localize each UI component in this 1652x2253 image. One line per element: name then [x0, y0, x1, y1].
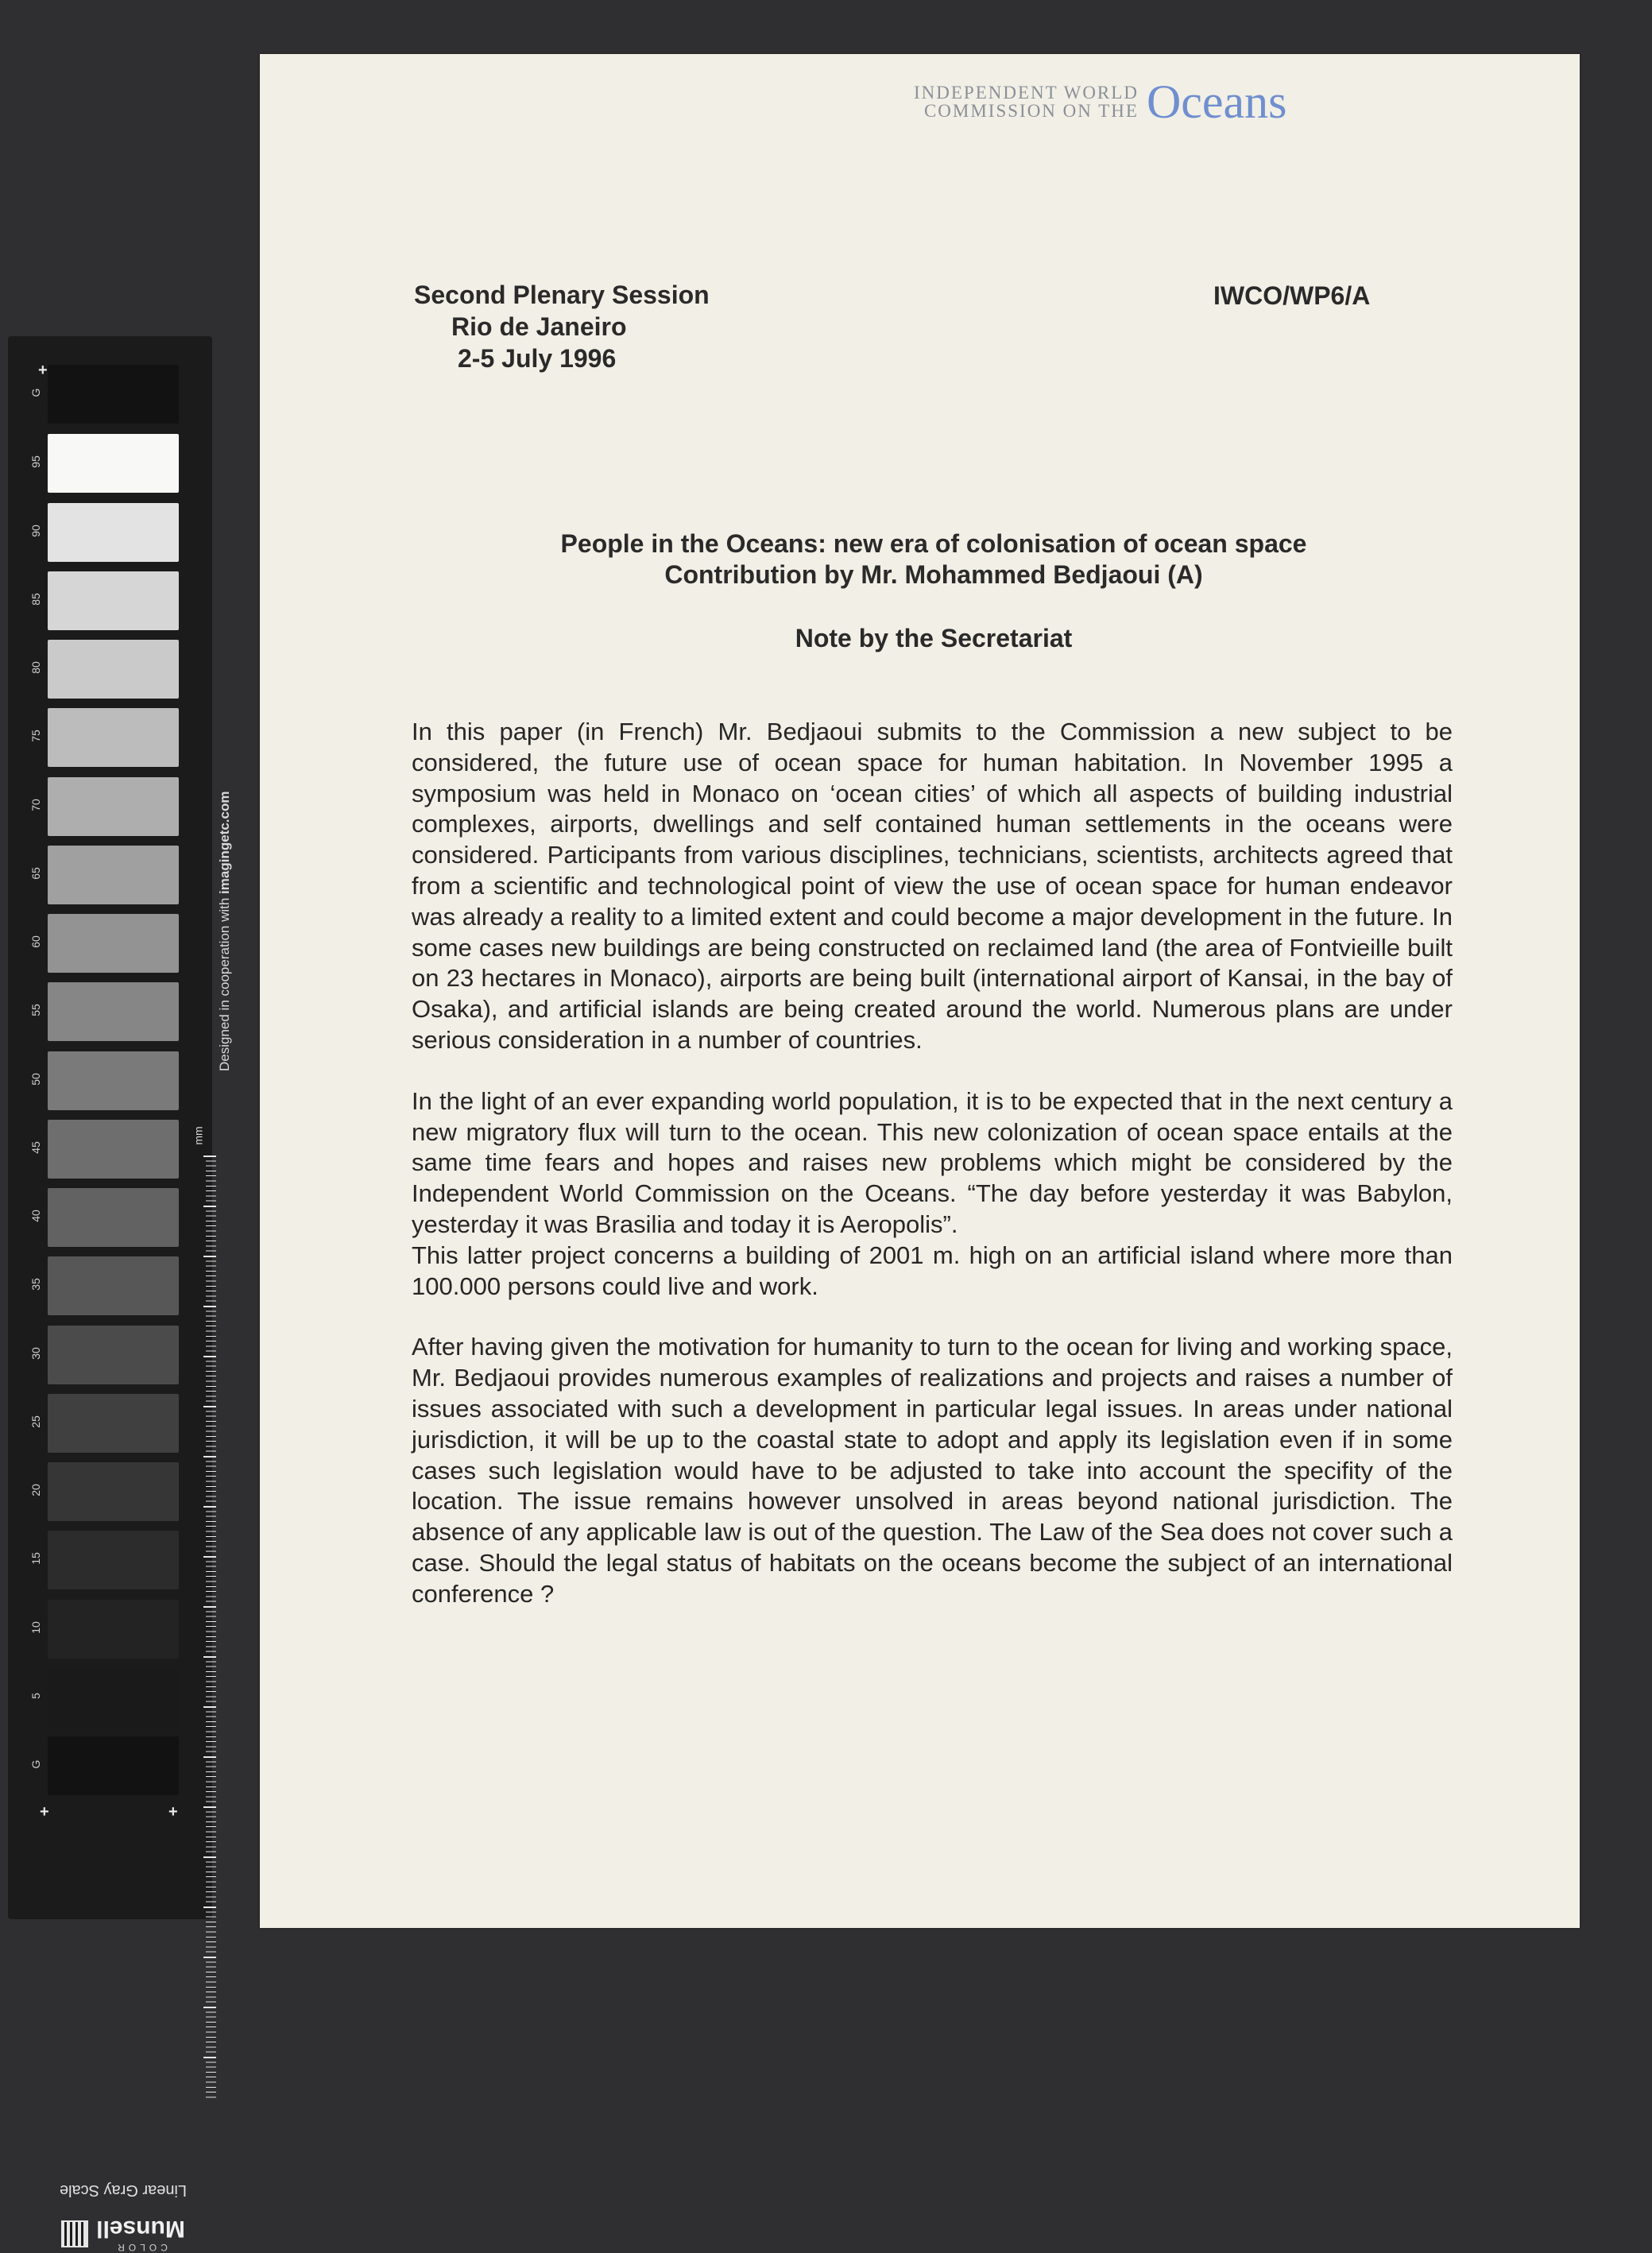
gray-patch: [48, 708, 179, 767]
patch-label: 75: [29, 730, 42, 742]
gray-patch: [48, 640, 179, 699]
patch-label: 35: [29, 1278, 42, 1291]
patch-label: 55: [29, 1004, 42, 1016]
patch-label: 95: [29, 455, 42, 468]
gray-patch: [48, 571, 179, 630]
patch-label: 60: [29, 935, 42, 948]
gray-patch: [48, 1188, 179, 1247]
title-line2: Contribution by Mr. Mohammed Bedjaoui (A): [664, 560, 1203, 589]
body-text: [412, 717, 1453, 1640]
gray-patch: [48, 1736, 179, 1795]
brand-sub: COLOR: [114, 2242, 168, 2253]
patch-label: 25: [29, 1415, 42, 1428]
gray-patch: [48, 1394, 179, 1453]
title-line1: People in the Oceans: new era of colonisation of ocean space: [560, 529, 1307, 558]
patch-label: 40: [29, 1210, 42, 1222]
munsell-logo: [48, 2215, 199, 2253]
paragraph: This latter project concerns a building of 2001 m. high on an artificial island where more than 100.000 persons could live and work.: [412, 1241, 1453, 1300]
gray-patch: [48, 503, 179, 562]
scale-name: Linear Gray Scale: [59, 2181, 188, 2199]
note-heading: Note by the Secretariat: [795, 624, 1073, 652]
brand-text: [96, 2215, 185, 2253]
gray-patch: [48, 1668, 179, 1727]
patch-label: 90: [29, 525, 42, 537]
scale-credit: [217, 785, 233, 1071]
mm-ruler-major-ticks: [203, 1156, 216, 2098]
letterhead-line1: INDEPENDENT WORLD: [914, 83, 1139, 103]
patch-label: 65: [29, 867, 42, 880]
gray-patch: [48, 1600, 179, 1659]
gray-patch: [48, 777, 179, 836]
ruler-unit: mm: [192, 1126, 205, 1145]
gray-patch: [48, 982, 179, 1041]
plus-mark: +: [40, 1803, 49, 1821]
gray-patch: [48, 1531, 179, 1589]
patch-label: 30: [29, 1347, 42, 1360]
patch-label: G: [29, 388, 42, 397]
patch-label: 85: [29, 593, 42, 606]
brand-name: Munsell: [96, 2216, 185, 2242]
paragraph: In the light of an ever expanding world population, it is to be expected that in the next century a new migratory flux will turn to the ocean. This new colonization of ocean space entails at the same time fears and hopes and raises new problems which might be considered by the Independent World Commission on the Oceans. “The day before yesterday it was Babylon, yesterday it was Brasilia and today it is Aeropolis”.: [412, 1086, 1453, 1238]
letterhead-line2: COMMISSION ON THE: [923, 101, 1139, 121]
credit-prefix: Designed in cooperation with: [217, 893, 232, 1071]
plus-mark: +: [38, 362, 48, 379]
gray-patch: [48, 434, 179, 493]
gray-scale-card: [8, 336, 232, 2253]
gray-patch: [48, 1256, 179, 1315]
patch-label: 50: [29, 1073, 42, 1086]
gray-patch: [48, 1051, 179, 1110]
gray-patch: [48, 914, 179, 973]
document-title: [413, 528, 1454, 590]
letterhead-small: [914, 83, 1139, 120]
gray-patch: [48, 365, 179, 424]
session-title: Second Plenary Session: [414, 281, 710, 309]
letterhead-logo: [914, 75, 1287, 128]
patch-label: 70: [29, 799, 42, 811]
gray-patch: [48, 846, 179, 904]
document-reference: IWCO/WP6/A: [1213, 281, 1371, 310]
patch-label: 15: [29, 1552, 42, 1565]
patch-label: 45: [29, 1141, 42, 1154]
paragraph: After having given the motivation for humanity to turn to the ocean for living and working space, Mr. Bedjaoui provides numerous examples of realizations and projects and raises a number of issues associated with such a development in particular legal issues. In areas under national jurisdiction, it will be up to the coastal state to adopt and apply its legislation even if in some cases such legislation would have to be adjusted to take into account the specifity of the location. The issue remains however unsolved in areas beyond national jurisdiction. The absence of any applicable law is out of the question. The Law of the Sea does not cover such a case. Should the legal status of habitats on the oceans become the subject of an international conference ?: [412, 1333, 1453, 1608]
gray-patch: [48, 1120, 179, 1179]
session-location: Rio de Janeiro: [451, 312, 627, 341]
plus-mark: +: [168, 1803, 178, 1821]
gray-patch: [48, 1326, 179, 1384]
munsell-grid-icon: [61, 2220, 88, 2247]
session-dates: 2-5 July 1996: [458, 344, 617, 373]
patch-label: 20: [29, 1484, 42, 1496]
credit-site: imagingetc.com: [217, 791, 232, 894]
patch-label: 80: [29, 661, 42, 674]
paragraph: In this paper (in French) Mr. Bedjaoui submits to the Commission a new subject to be considered, the future use of ocean space for human habitation. In November 1995 a symposium was held in Monaco on ‘ocean cities’ of which all aspects of building industrial complexes, airports, dwellings and self contained human settlements in the oceans were considered. Participants from various disciplines, technicians, scientists, architects agreed that from a scientific and technological point of view the use of ocean space for human endeavor was already a reality to a limited extent and could become a major development in the future. In some cases new buildings are being constructed on reclaimed land (the area of Fontvieille built on 23 hectares in Monaco), airports are being built (international airport of Kansai, in the bay of Osaka), and artificial islands are being created around the world. Numerous plans are under serious consideration in a number of countries.: [412, 718, 1453, 1054]
patch-label: 5: [29, 1693, 42, 1699]
session-info: [414, 279, 710, 374]
letterhead-oceans: Oceans: [1146, 75, 1287, 128]
patch-label: 10: [29, 1621, 42, 1634]
gray-patch: [48, 1462, 179, 1521]
patch-label: G: [29, 1759, 42, 1769]
